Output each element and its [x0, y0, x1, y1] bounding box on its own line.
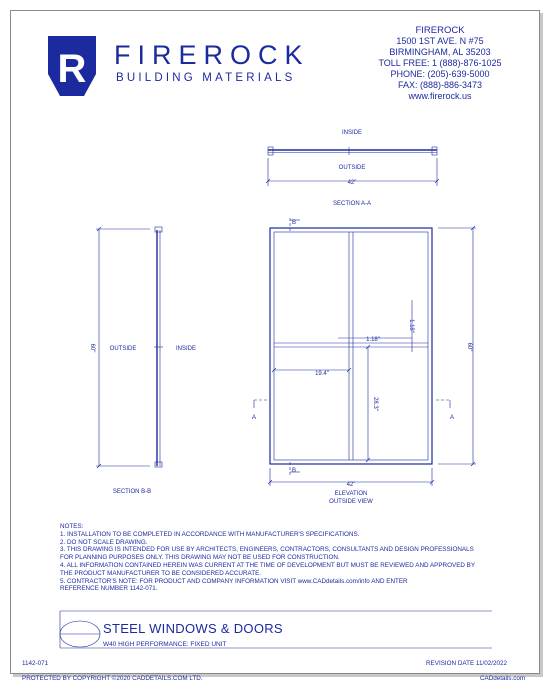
section-bb-height-dim: 60"	[89, 343, 95, 353]
note-line: FOR PLANNING PURPOSES ONLY. THIS DRAWING MAY NOT BE USED FOR CONSTRUCTION.	[60, 554, 340, 562]
drawing-subtitle: W40 HIGH PERFORMANCE: FIXED UNIT	[103, 641, 227, 648]
drawing-title: STEEL WINDOWS & DOORS	[103, 621, 283, 636]
toll-free-phone: TOLL FREE: 1 (888)-876-1025	[378, 58, 502, 68]
copyright-notice: PROTECTED BY COPYRIGHT ©2020 CADDETAILS.COM LTD.	[22, 675, 203, 682]
phone-number: PHONE: (205)-639-5000	[390, 69, 490, 79]
elevation-drawing	[251, 218, 476, 486]
elevation-a-marker-left: A	[251, 415, 257, 421]
reference-number: 1142-071	[22, 660, 49, 667]
website-link[interactable]: www.firerock.us	[408, 91, 472, 101]
section-aa-inside-label: INSIDE	[341, 130, 363, 136]
note-line: 3. THIS DRAWING IS INTENDED FOR USE BY ARCHITECTS, ENGINEERS, CONTRACTORS, CONSULTANTS AND DESIGN PROFESSIONALS	[60, 546, 474, 554]
caddetails-link[interactable]: CADdetails.com	[480, 675, 526, 682]
note-line: THE PRODUCT MANUFACTURER TO BE CONSIDERED ACCURATE.	[60, 569, 262, 577]
note-line: 4. ALL INFORMATION CONTAINED HEREIN WAS CURRENT AT THE TIME OF DEVELOPMENT BUT MUST BE REVIEWED AND APPROVED BY	[60, 561, 476, 569]
logo-letter: R	[57, 47, 87, 91]
section-bb-outside-label: OUTSIDE	[109, 346, 137, 352]
brand-name: FIREROCK	[114, 40, 310, 70]
brand-tagline: BUILDING MATERIALS	[116, 72, 296, 84]
elevation-width-dim: 42"	[346, 482, 356, 488]
elevation-height-dim: 60"	[466, 342, 472, 352]
company-name: FIREROCK	[415, 25, 465, 36]
mullion-width-dim: 1.18"	[366, 337, 380, 343]
note-line: 2. DO NOT SCALE DRAWING.	[60, 538, 148, 546]
section-aa-width-dim: 42"	[347, 180, 357, 186]
general-notes	[60, 523, 475, 593]
lower-lite-dim: 28.3"	[372, 397, 378, 411]
section-bb-inside-label: INSIDE	[175, 346, 197, 352]
section-aa-title: SECTION A-A	[332, 201, 372, 207]
elevation-title: ELEVATION	[334, 491, 368, 497]
fax-number: FAX: (888)-886-3473	[397, 80, 483, 90]
left-lite-dim: 19.4"	[315, 371, 329, 377]
elevation-a-marker-right: A	[449, 415, 455, 421]
note-line: REFERENCE NUMBER 1142-071.	[60, 585, 158, 593]
section-bb-title: SECTION B-B	[112, 489, 152, 495]
street-address: 1500 1ST AVE. N #75	[396, 36, 484, 46]
note-line: 5. CONTRACTOR'S NOTE: FOR PRODUCT AND COMPANY INFORMATION VISIT www.CADdetails.com/info AND ENTER	[60, 577, 408, 585]
revision-date: REVISION DATE 11/02/2022	[426, 660, 507, 667]
city-address: BIRMINGHAM, AL 35203	[389, 47, 491, 57]
elevation-b-marker-top: B	[291, 220, 297, 226]
section-aa-outside-label: OUTSIDE	[338, 165, 366, 171]
notes-heading: NOTES:	[60, 523, 84, 530]
mullion-height-dim: 1.18"	[408, 319, 414, 333]
elevation-subtitle: OUTSIDE VIEW	[329, 499, 373, 505]
note-line: 1. INSTALLATION TO BE COMPLETED IN ACCORDANCE WITH MANUFACTURER'S SPECIFICATIONS.	[60, 530, 360, 538]
elevation-b-marker-bottom: B	[291, 468, 297, 474]
